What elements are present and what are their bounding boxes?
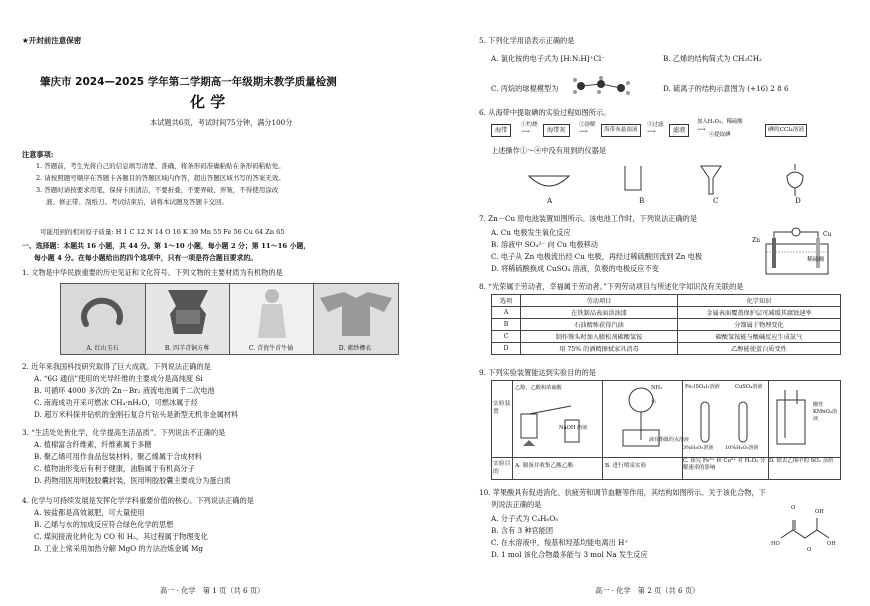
flow-step-filtrate: 滤液 bbox=[669, 124, 689, 137]
lab-apparatus-row bbox=[525, 162, 825, 196]
fig-label: 水 bbox=[651, 399, 657, 405]
question-10: 10. 苹果酸具有促进消化、抗疲劳和调节血糖等作用，其结构如图所示。关于该化合物，下 bbox=[479, 488, 766, 497]
flow-op-3: ③过滤 bbox=[647, 122, 664, 128]
table-cell: 石油精炼获得汽油 bbox=[521, 319, 678, 331]
gas-washing-bottle bbox=[771, 388, 811, 452]
separatory-funnel-icon bbox=[787, 164, 803, 196]
fig-label: CuSO₄溶液 bbox=[735, 384, 763, 390]
notice-line: 液、修正带、刮纸刀。考试结束后，请将本试题及答题卡交回。 bbox=[46, 198, 228, 206]
table-row bbox=[492, 331, 841, 343]
q9-purpose-b: B. 进行喷泉实验 bbox=[605, 463, 647, 469]
catalysis-tubes bbox=[685, 392, 765, 452]
table-cell: D bbox=[492, 343, 521, 355]
flow-reagent: 加入H₂O₂、稀硫酸 bbox=[697, 119, 743, 125]
question-9: 9. 下列实验装置能达到实验目的的是 bbox=[479, 368, 596, 377]
q9-purpose-a: A. 制备并收集乙酸乙酯 bbox=[515, 463, 573, 469]
apparatus-label-b: B bbox=[639, 196, 645, 205]
q3-option-c: C. 植物油形变后有利于健康，油脂属于有机高分子 bbox=[34, 464, 195, 473]
q4-option-b: B. 乙烯与水的加成反应符合绿色化学的思想 bbox=[34, 520, 174, 529]
fig-label: 10%H₂O₂溶液 bbox=[725, 445, 759, 451]
fig-label: 乙醇、乙酸和浓硫酸 bbox=[515, 385, 562, 391]
q5-option-d: D. 硫离子的结构示意图为 (+16) 2 8 6 bbox=[663, 84, 789, 93]
question-4: 4. 化学与可持续发展是发挥化学学科重要价值的核心。下列说法正确的是 bbox=[22, 496, 254, 505]
q9-purpose-d: D. 除去乙烯中的 SO₂ 杂质 bbox=[769, 458, 834, 464]
fig-label: NH₃ bbox=[651, 385, 663, 391]
flow-op-1: ①灼烧 bbox=[521, 122, 538, 128]
exam-page-2 bbox=[435, 0, 870, 606]
apparatus-label-a: A bbox=[547, 196, 553, 205]
funnel-icon bbox=[701, 166, 721, 194]
table-cell: 碳酸氢铵能与酸碱反应生成氨气 bbox=[678, 331, 841, 343]
flow-op-2: ②溶解 bbox=[579, 122, 596, 128]
q2-option-a: A. “6G 通信”使用的光导纤维的主要成分是高纯度 Si bbox=[34, 374, 203, 383]
cu-electrode-label: Cu bbox=[823, 231, 832, 238]
atomic-masses: 可能用到的相对原子质量: H 1 C 12 N 14 O 16 K 39 Mn 55 Fe 56 Cu 64 Zn 65 bbox=[40, 228, 285, 236]
q7-option-d: D. 将稀硫酸换成 CuSO₄ 溶液，负极的电极反应不变 bbox=[491, 264, 659, 273]
table-header: 劳动项目 bbox=[521, 295, 678, 307]
q4-option-a: A. 铵盐都是高效氮肥，可大量使用 bbox=[34, 508, 145, 517]
option-d-caption: D. 素纱襌衣 bbox=[338, 345, 372, 352]
q5-option-a: A. 氯化铵的电子式为 [H:N:H]⁺Cl⁻ bbox=[491, 54, 605, 63]
page-footer: 高一 · 化学 第 1 页（共 6 页） bbox=[160, 586, 265, 595]
fig-label: NaOH 溶液 bbox=[559, 425, 588, 431]
table-header-row bbox=[492, 295, 841, 307]
q3-option-d: D. 药物用医用明胶胶囊封装，医用明胶胶囊主要成分为蛋白质 bbox=[34, 476, 231, 485]
table-header: 选项 bbox=[492, 295, 521, 307]
q4-option-c: C. 煤间接液化转化为 CO 和 H₂，其过程属于物理变化 bbox=[34, 532, 208, 541]
table-row bbox=[492, 343, 841, 355]
fig-label: 3%H₂O₂溶液 bbox=[683, 445, 714, 451]
question-6: 6. 从海带中提取碘的实验过程如图所示。 bbox=[479, 108, 611, 117]
confidential-note: ★开封前注意保密 bbox=[22, 36, 82, 45]
table-cell: 金属表面覆盖保护层可减缓其腐蚀速率 bbox=[678, 307, 841, 319]
table-cell: C bbox=[492, 331, 521, 343]
apparatus-label-c: C bbox=[713, 196, 719, 205]
fig-label: 滴有酚酞的水溶液 bbox=[649, 437, 690, 443]
question-2: 2. 近年来我国科技研究取得了巨大成就。下列说法正确的是 bbox=[22, 362, 211, 371]
q5-option-c: C. 丙烷的球棍模型为 bbox=[491, 84, 559, 93]
apparatus-label-d: D bbox=[795, 196, 801, 205]
struct-label: O bbox=[791, 505, 796, 511]
table-row bbox=[492, 319, 841, 331]
struct-label: HO bbox=[771, 541, 780, 547]
struct-label: OH bbox=[815, 509, 824, 515]
q2-option-d: D. 超万米科探井钻机的金刚石复合片钻头是新型无机非金属材料 bbox=[34, 410, 239, 419]
table-cell: 制作馒头时加入膨松剂碳酸氢铵 bbox=[521, 331, 678, 343]
zn-electrode-label: Zn bbox=[752, 237, 761, 244]
notice-title: 注意事项: bbox=[22, 150, 54, 159]
flow-step-suspension: 海带灰悬浊液 bbox=[601, 124, 641, 137]
propane-ball-stick-model bbox=[571, 76, 633, 96]
q7-option-c: C. 电子从 Zn 电极流出经 Cu 电极，再经过稀硫酸回流到 Zn 电极 bbox=[491, 252, 703, 261]
fig-label: Fe₂(SO₄)₃溶液 bbox=[685, 384, 720, 390]
question-5: 5. 下列化学用语表示正确的是 bbox=[479, 36, 575, 45]
question-10-cont: 列说法正确的是 bbox=[491, 500, 542, 509]
esterification-apparatus bbox=[513, 384, 599, 452]
flow-arrow: ⟶ bbox=[579, 128, 588, 135]
option-c-caption: C. 青瓷牛首牛俑 bbox=[248, 345, 294, 352]
notice-line: 2. 请按照题号顺序在答题卡各题目的答题区域内作答，超出答题区域书写的答案无效。 bbox=[36, 174, 285, 182]
notice-line: 3. 答题时请按要求用笔，保持卡面清洁，不要折叠，不要弄破、弄皱，不得使用涂改 bbox=[36, 186, 279, 194]
evaporating-dish-icon bbox=[529, 176, 569, 186]
q7-option-a: A. Cu 电极发生氧化反应 bbox=[491, 228, 571, 237]
option-b-caption: B. 四羊青铜方尊 bbox=[164, 345, 210, 352]
table-header: 化学知识 bbox=[678, 295, 841, 307]
q2-option-c: C. 南海成功开采可燃冰 CH₄·nH₂O，可燃冰属于烃 bbox=[34, 398, 198, 407]
table-row bbox=[492, 307, 841, 319]
q5-option-b: B. 乙烯的结构简式为 CH₂CH₂ bbox=[663, 54, 762, 63]
acid-label: 稀硫酸 bbox=[807, 257, 825, 263]
fig-label: 酸性KMnO₄溶液 bbox=[813, 402, 838, 422]
beaker-icon bbox=[625, 166, 641, 190]
row-label-purpose: 实验目的 bbox=[493, 461, 511, 475]
flow-arrow: ⟶ bbox=[697, 126, 706, 133]
flow-step-iodine-solution: 碘的CCl₄溶液 bbox=[765, 124, 807, 137]
table-cell: 乙醇能使蛋白质变性 bbox=[678, 343, 841, 355]
table-cell: A bbox=[492, 307, 521, 319]
q10-option-c: C. 在水溶液中，羧基和羟基均能电离出 H⁺ bbox=[491, 538, 629, 547]
flow-step-seaweed: 海带 bbox=[491, 124, 511, 137]
q10-option-b: B. 含有 3 种官能团 bbox=[491, 526, 554, 535]
struct-label: OH bbox=[827, 541, 836, 547]
flow-op-4: ④提取碘 bbox=[709, 132, 731, 138]
q9-purpose-c: C. 探究 Fe³⁺ 和 Cu²⁺ 对 H₂O₂ 分解速率的影响 bbox=[683, 458, 766, 471]
table-cell: B bbox=[492, 319, 521, 331]
q10-option-a: A. 分子式为 C₄H₆O₅ bbox=[491, 514, 559, 523]
subject-title: 化 学 bbox=[190, 93, 226, 111]
table-cell: 在铁制品表面涂油漆 bbox=[521, 307, 678, 319]
section-instructions: 一、选择题：本题共 16 小题，共 44 分。第 1～10 小题，每小题 2 分；第 11～16 小题， bbox=[22, 242, 311, 250]
q6-question: 上述操作①～④中没有用到的仪器是 bbox=[491, 146, 607, 155]
row-label-apparatus: 实验装置 bbox=[493, 401, 511, 415]
table-cell: 分馏属于物理变化 bbox=[678, 319, 841, 331]
table-cell: 用 75% 的酒精擦拭家具消毒 bbox=[521, 343, 678, 355]
q4-option-d: D. 工业上常采用加热分解 MgO 的方法冶炼金属 Mg bbox=[34, 544, 203, 553]
flow-arrow: ⟶ bbox=[521, 128, 530, 135]
question-3: 3. “生活处处皆化学，化学提高生活品质”。下列说法不正确的是 bbox=[22, 428, 226, 437]
q10-option-d: D. 1 mol 该化合物最多能与 3 mol Na 发生反应 bbox=[491, 550, 648, 559]
exam-info: 本试题共6页，考试时间75分钟，满分100分 bbox=[150, 118, 293, 127]
question-1: 1. 文物是中华民族重要的历史见证和文化符号。下列文物的主要材质为有机物的是 bbox=[22, 268, 283, 277]
exam-title: 肇庆市 2024—2025 学年第二学期高一年级期末教学质量检测 bbox=[40, 76, 337, 88]
q8-table bbox=[491, 294, 841, 355]
q3-option-a: A. 植棉富含纤维素，纤维素属于多糖 bbox=[34, 440, 152, 449]
struct-label: O bbox=[807, 547, 812, 553]
q3-option-b: B. 聚乙烯可用作食品包装材料，聚乙烯属于合成材料 bbox=[34, 452, 202, 461]
page-footer: 高一 · 化学 第 2 页（共 6 页） bbox=[595, 586, 700, 595]
flow-arrow: ⟶ bbox=[647, 128, 656, 135]
question-7: 7. Zn－Cu 原电池装置如图所示。该电池工作时，下列说法正确的是 bbox=[479, 214, 698, 223]
q7-option-b: B. 溶液中 SO₄²⁻ 向 Cu 电极移动 bbox=[491, 240, 598, 249]
section-instructions-2: 每小题 4 分。在每小题给出的四个选项中，只有一项是符合题目要求的。 bbox=[34, 254, 258, 262]
option-a-caption: A. 红山玉石 bbox=[86, 345, 119, 352]
q2-option-b: B. 可循环 4000 多次的 Zn－Br₂ 液流电池属于二次电池 bbox=[34, 386, 215, 395]
question-8: 8. “光荣属于劳动者，幸福属于劳动者。”下列劳动项目与所述化学知识没有关联的是 bbox=[479, 282, 744, 291]
notice-line: 1. 答题前，考生先将自己的信息填写清楚、准确，将条形码准确粘贴在条形码粘贴处。 bbox=[36, 162, 285, 170]
flow-step-ash: 海带灰 bbox=[543, 124, 570, 137]
